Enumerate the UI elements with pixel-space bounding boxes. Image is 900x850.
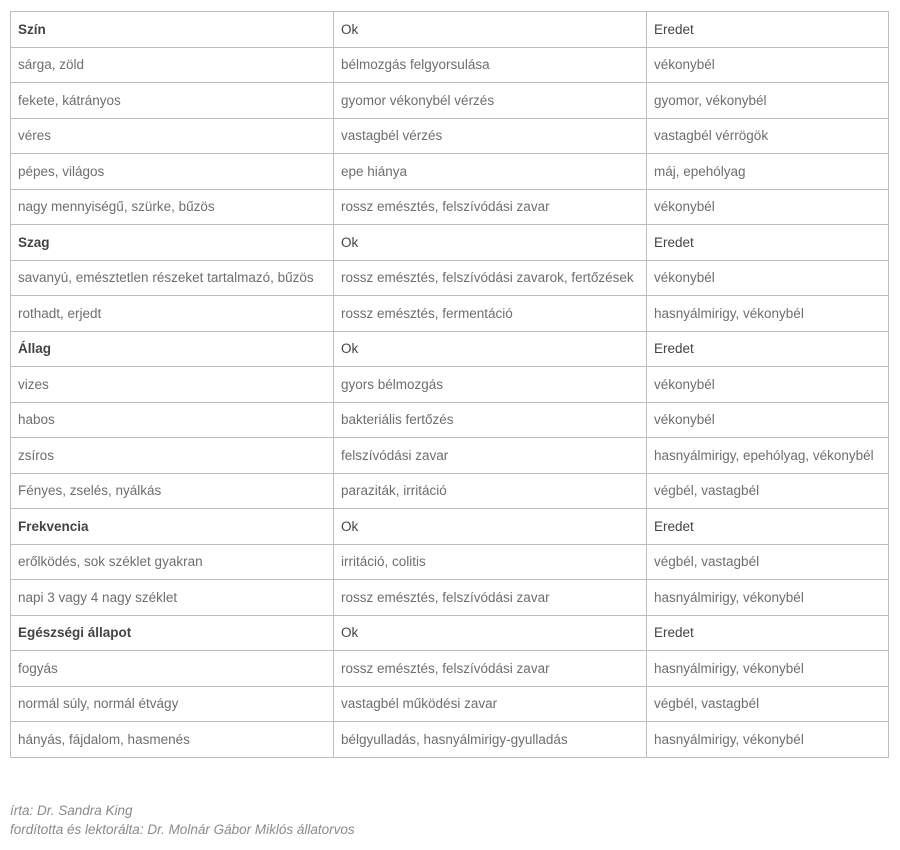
- symptom-cell: habos: [11, 402, 334, 438]
- table-row: [11, 580, 889, 616]
- symptom-cell: hányás, fájdalom, hasmenés: [11, 722, 334, 758]
- section-title-cell: Szag: [11, 225, 334, 261]
- table-row: [11, 83, 889, 119]
- origin-cell: máj, epehólyag: [647, 154, 889, 190]
- symptom-cell: sárga, zöld: [11, 47, 334, 83]
- origin-cell: vékonybél: [647, 402, 889, 438]
- symptom-cell: zsíros: [11, 438, 334, 474]
- cause-header-cell: Ok: [334, 12, 647, 48]
- symptom-cell: pépes, világos: [11, 154, 334, 190]
- origin-header-cell: Eredet: [647, 12, 889, 48]
- table-row: [11, 651, 889, 687]
- symptom-table-body: [11, 12, 889, 758]
- cause-header-cell: Ok: [334, 509, 647, 545]
- origin-header-cell: Eredet: [647, 615, 889, 651]
- symptom-cell: fekete, kátrányos: [11, 83, 334, 119]
- symptom-cell: napi 3 vagy 4 nagy széklet: [11, 580, 334, 616]
- cause-cell: bélgyulladás, hasnyálmirigy-gyulladás: [334, 722, 647, 758]
- cause-cell: irritáció, colitis: [334, 544, 647, 580]
- cause-header-cell: Ok: [334, 615, 647, 651]
- origin-cell: hasnyálmirigy, epehólyag, vékonybél: [647, 438, 889, 474]
- cause-header-cell: Ok: [334, 331, 647, 367]
- symptom-cell: rothadt, erjedt: [11, 296, 334, 332]
- cause-cell: bélmozgás felgyorsulása: [334, 47, 647, 83]
- origin-cell: vastagbél vérrögök: [647, 118, 889, 154]
- table-row: [11, 189, 889, 225]
- table-row: [11, 722, 889, 758]
- cause-cell: gyomor vékonybél vérzés: [334, 83, 647, 119]
- table-row: [11, 544, 889, 580]
- table-row: [11, 473, 889, 509]
- symptom-cell: fogyás: [11, 651, 334, 687]
- origin-cell: gyomor, vékonybél: [647, 83, 889, 119]
- cause-cell: bakteriális fertőzés: [334, 402, 647, 438]
- cause-cell: vastagbél működési zavar: [334, 686, 647, 722]
- origin-cell: vékonybél: [647, 260, 889, 296]
- section-title-cell: Szín: [11, 12, 334, 48]
- table-row: [11, 296, 889, 332]
- section-title-cell: Állag: [11, 331, 334, 367]
- symptom-cell: savanyú, emésztetlen részeket tartalmazó, bűzös: [11, 260, 334, 296]
- cause-cell: rossz emésztés, fermentáció: [334, 296, 647, 332]
- cause-header-cell: Ok: [334, 225, 647, 261]
- section-title-cell: Egészségi állapot: [11, 615, 334, 651]
- table-row: [11, 686, 889, 722]
- origin-cell: hasnyálmirigy, vékonybél: [647, 722, 889, 758]
- symptom-cell: Fényes, zselés, nyálkás: [11, 473, 334, 509]
- origin-cell: végbél, vastagbél: [647, 686, 889, 722]
- symptom-cell: vizes: [11, 367, 334, 403]
- cause-cell: epe hiánya: [334, 154, 647, 190]
- section-title-cell: Frekvencia: [11, 509, 334, 545]
- origin-cell: hasnyálmirigy, vékonybél: [647, 580, 889, 616]
- cause-cell: gyors bélmozgás: [334, 367, 647, 403]
- symptom-table: [10, 11, 889, 758]
- symptom-cell: nagy mennyiségű, szürke, bűzös: [11, 189, 334, 225]
- table-row: [11, 47, 889, 83]
- cause-cell: rossz emésztés, felszívódási zavar: [334, 189, 647, 225]
- author-line: írta: Dr. Sandra King: [10, 803, 133, 818]
- table-row: [11, 402, 889, 438]
- section-header-row: [11, 509, 889, 545]
- table-row: [11, 438, 889, 474]
- cause-cell: rossz emésztés, felszívódási zavarok, fertőzések: [334, 260, 647, 296]
- table-row: [11, 367, 889, 403]
- origin-cell: vékonybél: [647, 189, 889, 225]
- table-row: [11, 260, 889, 296]
- table-row: [11, 154, 889, 190]
- origin-cell: végbél, vastagbél: [647, 473, 889, 509]
- credits: [10, 801, 355, 839]
- origin-cell: végbél, vastagbél: [647, 544, 889, 580]
- symptom-cell: véres: [11, 118, 334, 154]
- origin-cell: vékonybél: [647, 367, 889, 403]
- cause-cell: paraziták, irritáció: [334, 473, 647, 509]
- section-header-row: [11, 331, 889, 367]
- origin-cell: hasnyálmirigy, vékonybél: [647, 651, 889, 687]
- cause-cell: rossz emésztés, felszívódási zavar: [334, 580, 647, 616]
- origin-header-cell: Eredet: [647, 225, 889, 261]
- symptom-cell: erőlködés, sok széklet gyakran: [11, 544, 334, 580]
- origin-header-cell: Eredet: [647, 509, 889, 545]
- cause-cell: rossz emésztés, felszívódási zavar: [334, 651, 647, 687]
- section-header-row: [11, 12, 889, 48]
- symptom-cell: normál súly, normál étvágy: [11, 686, 334, 722]
- table-row: [11, 118, 889, 154]
- translator-line: fordította és lektorálta: Dr. Molnár Gábor Miklós állatorvos: [10, 822, 355, 837]
- cause-cell: felszívódási zavar: [334, 438, 647, 474]
- origin-header-cell: Eredet: [647, 331, 889, 367]
- section-header-row: [11, 225, 889, 261]
- cause-cell: vastagbél vérzés: [334, 118, 647, 154]
- origin-cell: vékonybél: [647, 47, 889, 83]
- origin-cell: hasnyálmirigy, vékonybél: [647, 296, 889, 332]
- section-header-row: [11, 615, 889, 651]
